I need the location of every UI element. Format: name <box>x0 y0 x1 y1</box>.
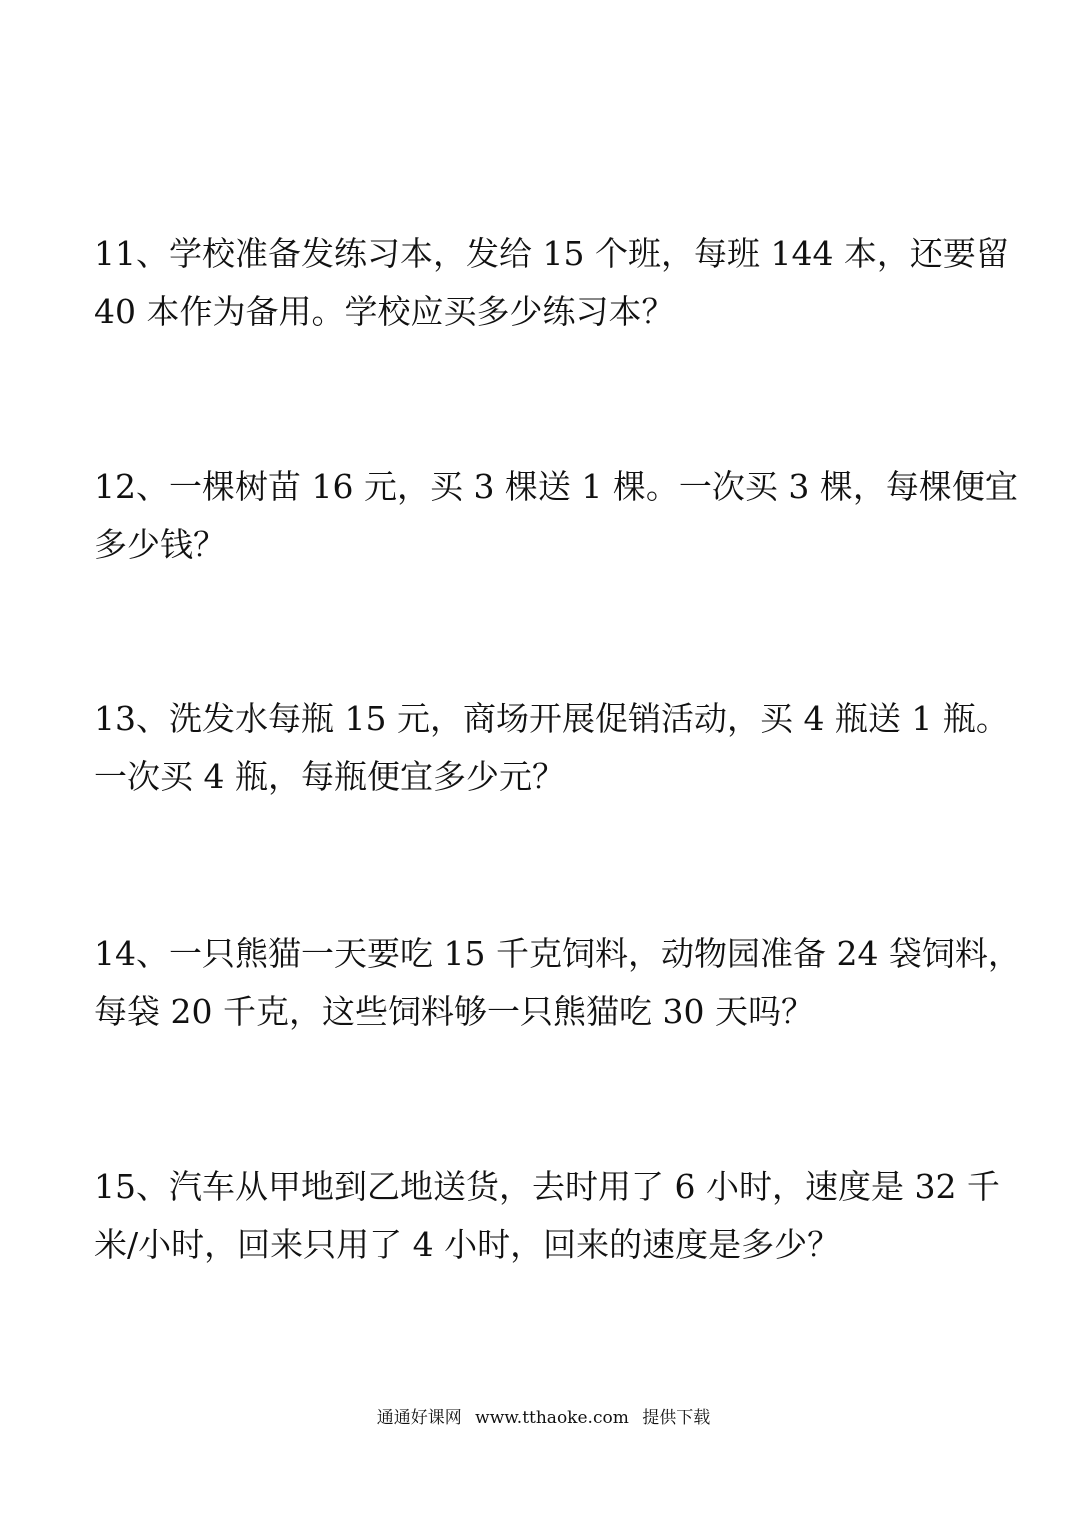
page-footer <box>0 1406 1087 1430</box>
question-11 <box>94 225 1009 341</box>
question-line: 每袋 20 千克，这些饲料够一只熊猫吃 30 天吗？ <box>94 992 814 1031</box>
question-line: 14、一只熊猫一天要吃 15 千克饲料，动物园准备 24 袋饲料， <box>94 934 1021 973</box>
question-line: 13、洗发水每瓶 15 元，商场开展促销活动，买 4 瓶送 1 瓶。 <box>94 699 1009 738</box>
question-line: 多少钱？ <box>94 525 226 564</box>
question-line: 15、汽车从甲地到乙地送货，去时用了 6 小时，速度是 32 千 <box>94 1167 1000 1206</box>
question-line: 40 本作为备用。学校应买多少练习本？ <box>94 292 675 331</box>
footer-url: www.tthaoke.com <box>475 1408 629 1428</box>
question-14 <box>94 925 1021 1041</box>
question-line: 米/小时，回来只用了 4 小时，回来的速度是多少？ <box>94 1225 841 1264</box>
question-line: 12、一棵树苗 16 元，买 3 棵送 1 棵。一次买 3 棵，每棵便宜 <box>94 467 1018 506</box>
question-15 <box>94 1158 1000 1274</box>
footer-note: 提供下载 <box>642 1408 711 1428</box>
question-line: 一次买 4 瓶，每瓶便宜多少元？ <box>94 757 565 796</box>
question-13 <box>94 690 1009 806</box>
question-12 <box>94 458 1018 574</box>
question-line: 11、学校准备发练习本，发给 15 个班，每班 144 本，还要留 <box>94 234 1009 273</box>
footer-site-name: 通通好课网 <box>376 1408 462 1428</box>
